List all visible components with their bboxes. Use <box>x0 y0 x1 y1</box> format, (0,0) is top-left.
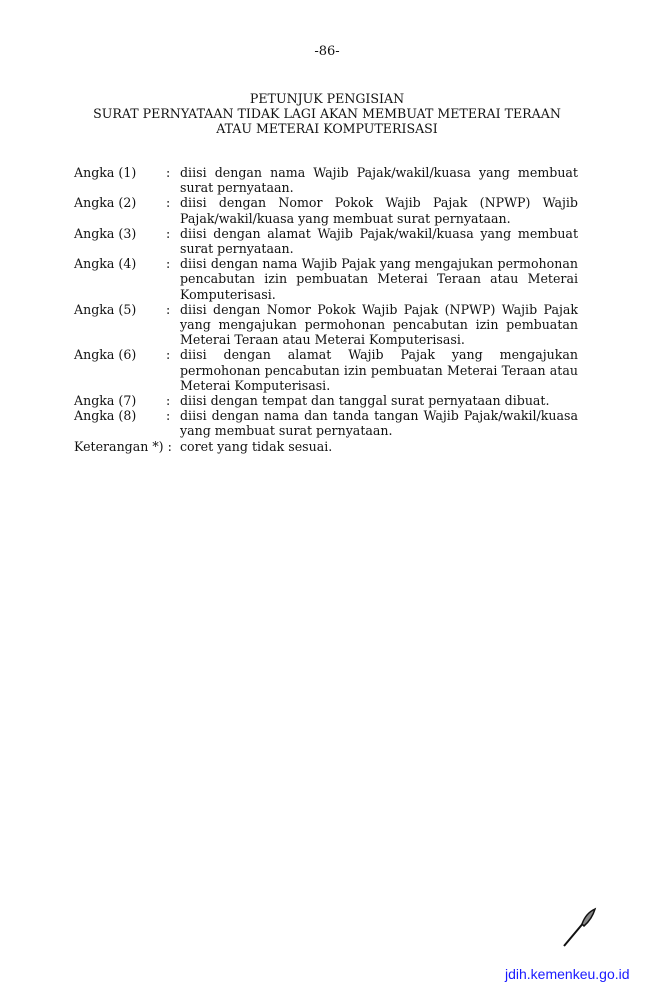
item-text: diisi dengan Nomor Pokok Wajib Pajak (NPWP) Wajib Pajak/wakil/kuasa yang membuat surat pernyataan. <box>180 195 578 226</box>
title-line-3: ATAU METERAI KOMPUTERISASI <box>216 121 438 136</box>
document-title <box>0 91 654 136</box>
item-colon: : <box>166 165 171 180</box>
item-text: diisi dengan alamat Wajib Pajak yang mengajukan permohonan pencabutan izin pembuatan Meterai Teraan atau Meterai Komputerisasi. <box>180 347 578 393</box>
item-colon: : <box>166 408 171 424</box>
item-label: Angka (6) <box>74 347 137 363</box>
item-label: Angka (2) <box>74 195 137 211</box>
note-label: Keterangan *) : <box>74 438 172 454</box>
list-item <box>74 408 578 438</box>
item-text: diisi dengan nama Wajib Pajak yang mengajukan permohonan pencabutan izin pembuatan Meterai Teraan atau Meterai Komputerisasi. <box>180 256 578 302</box>
list-item <box>74 393 578 408</box>
item-label: Angka (8) <box>74 408 137 424</box>
item-label: Angka (7) <box>74 393 137 409</box>
footer-link[interactable]: jdih.kemenkeu.go.id <box>505 966 630 982</box>
item-text: diisi dengan Nomor Pokok Wajib Pajak (NPWP) Wajib Pajak yang mengajukan permohonan pencabutan izin pembuatan Meterai Teraan atau Meterai Komputerisasi. <box>180 301 578 348</box>
item-label: Angka (3) <box>74 225 137 241</box>
item-label: Angka (5) <box>74 301 137 317</box>
instruction-list <box>74 165 578 454</box>
title-line-2: SURAT PERNYATAAN TIDAK LAGI AKAN MEMBUAT METERAI TERAAN <box>93 106 561 121</box>
list-item <box>74 195 578 225</box>
list-item <box>74 226 578 256</box>
note-item <box>74 439 578 454</box>
page-number: -86- <box>314 44 340 59</box>
list-item <box>74 302 578 348</box>
paraf-signature-icon <box>560 905 600 950</box>
item-colon: : <box>166 195 171 211</box>
item-text: diisi dengan alamat Wajib Pajak/wakil/kuasa yang membuat surat pernyataan. <box>180 225 578 257</box>
list-item <box>74 256 578 302</box>
note-text: coret yang tidak sesuai. <box>180 438 333 454</box>
item-colon: : <box>166 256 171 272</box>
item-text: diisi dengan tempat dan tanggal surat pernyataan dibuat. <box>180 393 550 409</box>
item-colon: : <box>166 301 171 317</box>
list-item <box>74 347 578 393</box>
item-colon: : <box>166 225 171 241</box>
item-colon: : <box>166 347 171 363</box>
item-text: diisi dengan nama Wajib Pajak/wakil/kuasa yang membuat surat pernyataan. <box>180 165 578 196</box>
list-item <box>74 165 578 195</box>
item-colon: : <box>166 393 171 409</box>
title-line-1: PETUNJUK PENGISIAN <box>249 91 405 106</box>
item-label: Angka (4) <box>74 256 137 272</box>
item-text: diisi dengan nama dan tanda tangan Wajib Pajak/wakil/kuasa yang membuat surat pernyataan. <box>180 408 578 439</box>
item-label: Angka (1) <box>74 165 137 180</box>
